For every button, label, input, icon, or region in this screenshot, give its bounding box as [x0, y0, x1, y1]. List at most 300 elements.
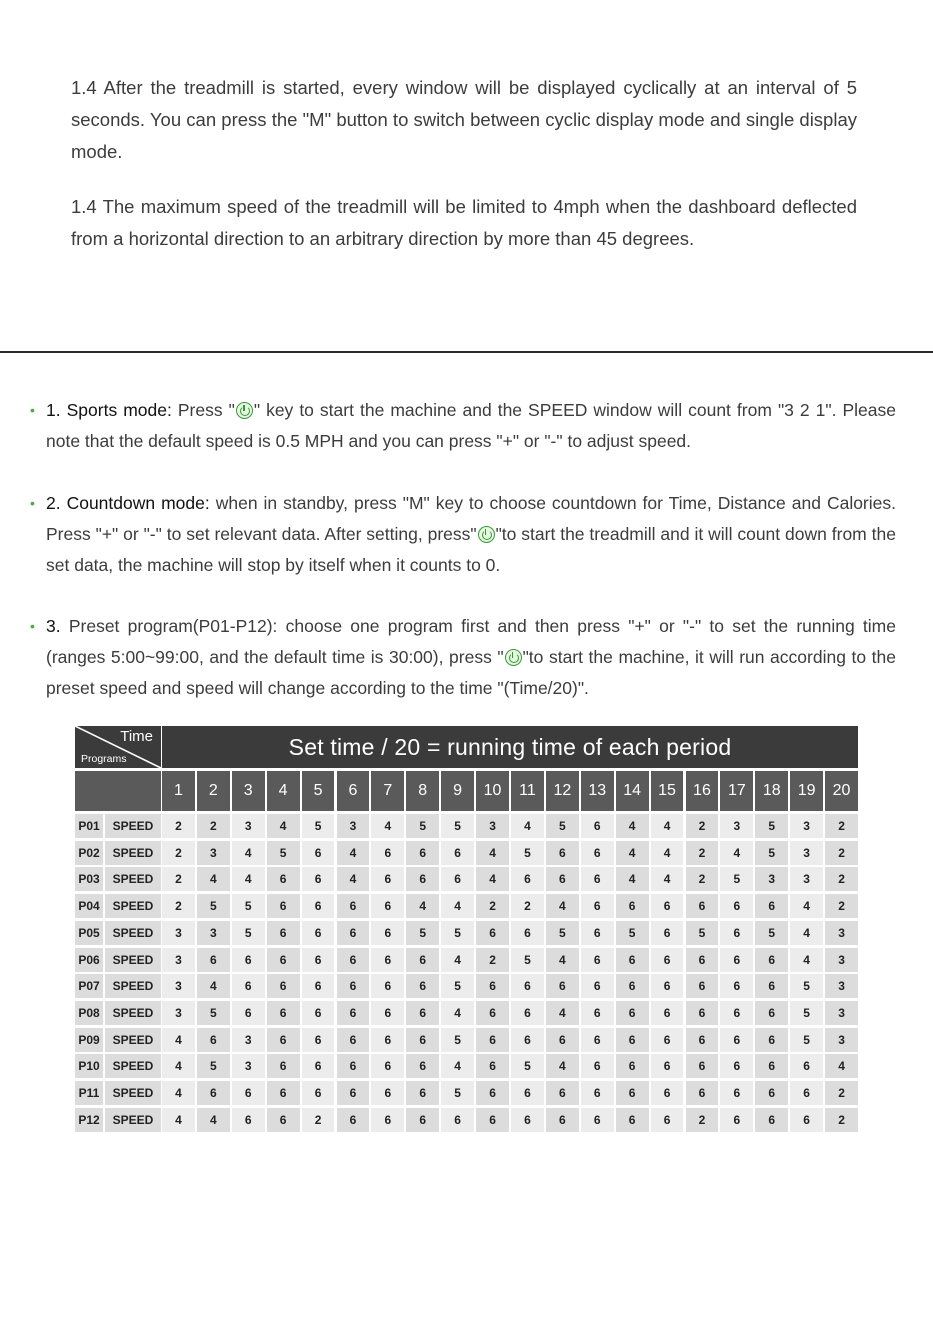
- speed-label-cell: SPEED: [105, 814, 161, 838]
- speed-value-cell: 4: [790, 948, 823, 972]
- speed-value-cell: 6: [337, 1054, 370, 1078]
- speed-value-cell: 5: [511, 841, 544, 865]
- speed-value-cell: 6: [302, 921, 335, 945]
- period-header: 5: [302, 771, 335, 811]
- speed-value-cell: 4: [337, 867, 370, 891]
- speed-value-cell: 6: [790, 1108, 823, 1132]
- bullet-dot-icon: •: [30, 402, 35, 418]
- speed-value-cell: 6: [581, 974, 614, 998]
- speed-value-cell: 4: [546, 1054, 579, 1078]
- program-id-cell: P11: [75, 1081, 103, 1105]
- speed-value-cell: 5: [197, 1001, 230, 1025]
- speed-value-cell: 6: [511, 1028, 544, 1052]
- program-id-cell: P07: [75, 974, 103, 998]
- speed-value-cell: 6: [267, 1054, 300, 1078]
- speed-value-cell: 3: [162, 974, 195, 998]
- item-heading: 3.: [46, 616, 61, 636]
- preset-program-item: [30, 611, 896, 704]
- speed-value-cell: 6: [476, 974, 509, 998]
- period-header: 11: [511, 771, 544, 811]
- speed-value-cell: 4: [197, 867, 230, 891]
- speed-value-cell: 6: [441, 867, 474, 891]
- speed-value-cell: 6: [267, 921, 300, 945]
- speed-value-cell: 4: [616, 841, 649, 865]
- speed-value-cell: 6: [371, 867, 404, 891]
- speed-label-cell: SPEED: [105, 974, 161, 998]
- speed-value-cell: 6: [232, 1081, 265, 1105]
- table-banner: Set time / 20 = running time of each period: [162, 726, 858, 768]
- speed-value-cell: 4: [441, 1054, 474, 1078]
- speed-value-cell: 2: [162, 841, 195, 865]
- speed-value-cell: 6: [232, 948, 265, 972]
- speed-value-cell: 6: [441, 841, 474, 865]
- item-heading: 1. Sports mode:: [46, 400, 172, 420]
- speed-value-cell: 6: [581, 921, 614, 945]
- speed-value-cell: 5: [790, 974, 823, 998]
- speed-value-cell: 4: [232, 841, 265, 865]
- speed-value-cell: 6: [337, 894, 370, 918]
- period-header: 3: [232, 771, 265, 811]
- speed-value-cell: 6: [546, 1108, 579, 1132]
- speed-value-cell: 6: [581, 1001, 614, 1025]
- speed-value-cell: 6: [755, 974, 788, 998]
- preset-program-table: [75, 726, 858, 1134]
- period-header: 1: [162, 771, 195, 811]
- program-id-cell: P03: [75, 867, 103, 891]
- speed-value-cell: 4: [406, 894, 439, 918]
- speed-value-cell: 6: [546, 1028, 579, 1052]
- speed-value-cell: 5: [755, 921, 788, 945]
- speed-value-cell: 4: [720, 841, 753, 865]
- speed-value-cell: 6: [616, 974, 649, 998]
- speed-value-cell: 6: [302, 867, 335, 891]
- speed-value-cell: 2: [825, 814, 858, 838]
- period-header: 9: [441, 771, 474, 811]
- period-header: 13: [581, 771, 614, 811]
- speed-label-cell: SPEED: [105, 1028, 161, 1052]
- program-id-cell: P09: [75, 1028, 103, 1052]
- speed-value-cell: 2: [686, 841, 719, 865]
- speed-value-cell: 5: [546, 921, 579, 945]
- speed-value-cell: 6: [616, 948, 649, 972]
- speed-value-cell: 3: [162, 948, 195, 972]
- speed-value-cell: 6: [267, 974, 300, 998]
- speed-value-cell: 6: [337, 1028, 370, 1052]
- speed-value-cell: 6: [651, 1001, 684, 1025]
- speed-value-cell: 4: [651, 814, 684, 838]
- speed-value-cell: 6: [476, 921, 509, 945]
- speed-value-cell: 2: [825, 1108, 858, 1132]
- bullet-dot-icon: •: [30, 495, 35, 511]
- speed-value-cell: 2: [162, 894, 195, 918]
- speed-value-cell: 2: [162, 814, 195, 838]
- speed-value-cell: 6: [371, 948, 404, 972]
- speed-value-cell: 4: [825, 1054, 858, 1078]
- period-header: 20: [825, 771, 858, 811]
- speed-value-cell: 3: [720, 814, 753, 838]
- speed-value-cell: 5: [232, 894, 265, 918]
- speed-value-cell: 4: [162, 1054, 195, 1078]
- speed-value-cell: 3: [755, 867, 788, 891]
- speed-value-cell: 3: [790, 867, 823, 891]
- speed-value-cell: 6: [371, 974, 404, 998]
- speed-value-cell: 4: [441, 1001, 474, 1025]
- section-divider: [0, 351, 933, 353]
- speed-value-cell: 6: [371, 921, 404, 945]
- speed-value-cell: 3: [232, 814, 265, 838]
- speed-value-cell: 6: [267, 867, 300, 891]
- speed-value-cell: 5: [790, 1028, 823, 1052]
- speed-value-cell: 6: [581, 1028, 614, 1052]
- power-icon: [236, 402, 253, 419]
- speed-value-cell: 6: [651, 921, 684, 945]
- speed-value-cell: 4: [197, 1108, 230, 1132]
- speed-value-cell: 5: [720, 867, 753, 891]
- speed-value-cell: 6: [406, 1028, 439, 1052]
- speed-value-cell: 2: [686, 814, 719, 838]
- speed-value-cell: 6: [686, 1054, 719, 1078]
- speed-value-cell: 6: [406, 948, 439, 972]
- speed-value-cell: 6: [581, 814, 614, 838]
- speed-value-cell: 6: [371, 1054, 404, 1078]
- speed-value-cell: 6: [302, 841, 335, 865]
- speed-value-cell: 6: [790, 1054, 823, 1078]
- speed-value-cell: 3: [790, 841, 823, 865]
- item-text: Press ": [171, 400, 235, 420]
- speed-value-cell: 6: [337, 921, 370, 945]
- speed-value-cell: 5: [511, 1054, 544, 1078]
- speed-value-cell: 4: [476, 867, 509, 891]
- program-id-cell: P08: [75, 1001, 103, 1025]
- speed-value-cell: 6: [616, 1028, 649, 1052]
- speed-value-cell: 6: [371, 1001, 404, 1025]
- period-header: 10: [476, 771, 509, 811]
- speed-value-cell: 4: [162, 1028, 195, 1052]
- speed-value-cell: 4: [337, 841, 370, 865]
- speed-value-cell: 6: [720, 974, 753, 998]
- speed-label-cell: SPEED: [105, 948, 161, 972]
- speed-value-cell: 6: [755, 1081, 788, 1105]
- speed-value-cell: 6: [511, 1001, 544, 1025]
- speed-value-cell: 5: [441, 921, 474, 945]
- speed-label-cell: SPEED: [105, 921, 161, 945]
- speed-value-cell: 6: [406, 867, 439, 891]
- speed-value-cell: 4: [790, 921, 823, 945]
- speed-value-cell: 6: [511, 921, 544, 945]
- speed-value-cell: 6: [651, 948, 684, 972]
- speed-value-cell: 6: [476, 1081, 509, 1105]
- speed-value-cell: 6: [232, 1108, 265, 1132]
- speed-value-cell: 5: [441, 1028, 474, 1052]
- period-header: 4: [267, 771, 300, 811]
- speed-value-cell: 3: [232, 1054, 265, 1078]
- speed-value-cell: 6: [302, 1054, 335, 1078]
- period-header: 14: [616, 771, 649, 811]
- speed-value-cell: 6: [546, 974, 579, 998]
- speed-value-cell: 6: [686, 1081, 719, 1105]
- speed-value-cell: 6: [616, 1108, 649, 1132]
- speed-value-cell: 4: [162, 1081, 195, 1105]
- speed-value-cell: 2: [162, 867, 195, 891]
- speed-value-cell: 6: [651, 1054, 684, 1078]
- speed-value-cell: 2: [476, 894, 509, 918]
- speed-label-cell: SPEED: [105, 894, 161, 918]
- speed-value-cell: 4: [511, 814, 544, 838]
- speed-value-cell: 6: [581, 948, 614, 972]
- speed-value-cell: 6: [232, 974, 265, 998]
- speed-value-cell: 6: [197, 948, 230, 972]
- speed-value-cell: 6: [720, 1028, 753, 1052]
- table-corner-header: [75, 726, 161, 768]
- program-id-cell: P01: [75, 814, 103, 838]
- speed-value-cell: 6: [337, 974, 370, 998]
- speed-value-cell: 6: [406, 1108, 439, 1132]
- speed-value-cell: 6: [302, 948, 335, 972]
- power-icon: [478, 526, 495, 543]
- speed-value-cell: 6: [511, 867, 544, 891]
- speed-value-cell: 6: [302, 974, 335, 998]
- speed-value-cell: 6: [616, 1054, 649, 1078]
- speed-value-cell: 2: [476, 948, 509, 972]
- speed-value-cell: 6: [371, 1108, 404, 1132]
- speed-value-cell: 6: [651, 1108, 684, 1132]
- program-id-cell: P05: [75, 921, 103, 945]
- speed-value-cell: 2: [825, 867, 858, 891]
- speed-label-cell: SPEED: [105, 1001, 161, 1025]
- program-id-cell: P04: [75, 894, 103, 918]
- speed-value-cell: 6: [686, 1001, 719, 1025]
- speed-value-cell: 6: [581, 1054, 614, 1078]
- speed-value-cell: 6: [267, 948, 300, 972]
- speed-value-cell: 2: [511, 894, 544, 918]
- speed-value-cell: 6: [267, 894, 300, 918]
- speed-value-cell: 6: [755, 948, 788, 972]
- speed-value-cell: 6: [406, 1001, 439, 1025]
- speed-value-cell: 4: [441, 948, 474, 972]
- speed-value-cell: 6: [581, 867, 614, 891]
- period-header: 2: [197, 771, 230, 811]
- speed-value-cell: 6: [406, 1081, 439, 1105]
- program-id-cell: P12: [75, 1108, 103, 1132]
- speed-value-cell: 6: [371, 841, 404, 865]
- speed-value-cell: 6: [616, 1081, 649, 1105]
- speed-value-cell: 4: [232, 867, 265, 891]
- speed-value-cell: 6: [337, 1081, 370, 1105]
- speed-value-cell: 6: [790, 1081, 823, 1105]
- item-text: "to start the machine, it will run according to the preset speed and speed will change according to the time "(Time/20)".: [46, 647, 896, 698]
- countdown-mode-item: [30, 488, 896, 581]
- header-blank-cell: [75, 771, 161, 811]
- speed-value-cell: 6: [511, 1108, 544, 1132]
- speed-value-cell: 2: [197, 814, 230, 838]
- speed-value-cell: 6: [581, 1081, 614, 1105]
- speed-value-cell: 6: [302, 1081, 335, 1105]
- speed-value-cell: 6: [651, 1028, 684, 1052]
- speed-label-cell: SPEED: [105, 1054, 161, 1078]
- speed-value-cell: 5: [755, 814, 788, 838]
- speed-value-cell: 4: [546, 948, 579, 972]
- speed-value-cell: 4: [476, 841, 509, 865]
- speed-value-cell: 4: [651, 841, 684, 865]
- period-header: 8: [406, 771, 439, 811]
- speed-value-cell: 3: [476, 814, 509, 838]
- period-header: 16: [686, 771, 719, 811]
- speed-label-cell: SPEED: [105, 1108, 161, 1132]
- bullet-dot-icon: •: [30, 618, 35, 634]
- speed-value-cell: 2: [825, 841, 858, 865]
- period-header: 12: [546, 771, 579, 811]
- item-text: "to start the treadmill and it will count down from the set data, the machine will stop by itself when it counts to 0.: [46, 524, 896, 575]
- program-id-cell: P10: [75, 1054, 103, 1078]
- speed-value-cell: 3: [162, 1001, 195, 1025]
- speed-value-cell: 6: [267, 1028, 300, 1052]
- speed-value-cell: 4: [371, 814, 404, 838]
- speed-value-cell: 6: [371, 894, 404, 918]
- speed-value-cell: 6: [197, 1081, 230, 1105]
- speed-value-cell: 3: [790, 814, 823, 838]
- speed-value-cell: 4: [546, 894, 579, 918]
- speed-value-cell: 6: [302, 1028, 335, 1052]
- speed-value-cell: 5: [406, 921, 439, 945]
- speed-value-cell: 6: [337, 1001, 370, 1025]
- item-text: Preset program(P01-P12): choose one program first and then press "+" or "-" to set the running time (ranges 5:00~99:00, and the default time is 30:00), press ": [46, 616, 896, 667]
- speed-value-cell: 6: [476, 1108, 509, 1132]
- speed-value-cell: 6: [406, 841, 439, 865]
- speed-value-cell: 4: [267, 814, 300, 838]
- speed-value-cell: 3: [825, 1001, 858, 1025]
- item-heading: 2. Countdown mode:: [46, 493, 210, 513]
- item-text: when in standby, press "M" key to choose countdown for Time, Distance and Calories. Press "+" or "-" to set relevant data. After setting, press": [46, 493, 896, 544]
- speed-value-cell: 6: [755, 1108, 788, 1132]
- speed-value-cell: 4: [197, 974, 230, 998]
- speed-label-cell: SPEED: [105, 841, 161, 865]
- item-text: " key to start the machine and the SPEED window will count from "3 2 1". Please note that the default speed is 0.5 MPH and you can press "+" or "-" to adjust speed.: [46, 400, 896, 451]
- speed-value-cell: 2: [686, 1108, 719, 1132]
- speed-value-cell: 6: [267, 1001, 300, 1025]
- speed-value-cell: 6: [197, 1028, 230, 1052]
- intro-paragraph-speed-limit: 1.4 The maximum speed of the treadmill will be limited to 4mph when the dashboard deflected from a horizontal direction to an arbitrary direction by more than 45 degrees.: [71, 196, 857, 249]
- speed-value-cell: 6: [720, 1054, 753, 1078]
- speed-value-cell: 6: [476, 1028, 509, 1052]
- speed-value-cell: 5: [790, 1001, 823, 1025]
- speed-value-cell: 3: [162, 921, 195, 945]
- speed-value-cell: 6: [441, 1108, 474, 1132]
- speed-value-cell: 3: [825, 1028, 858, 1052]
- speed-value-cell: 4: [651, 867, 684, 891]
- speed-value-cell: 6: [755, 1054, 788, 1078]
- program-id-cell: P02: [75, 841, 103, 865]
- speed-label-cell: SPEED: [105, 1081, 161, 1105]
- period-header: 18: [755, 771, 788, 811]
- speed-value-cell: 6: [686, 974, 719, 998]
- speed-value-cell: 6: [686, 894, 719, 918]
- period-header: 6: [337, 771, 370, 811]
- speed-value-cell: 6: [755, 1028, 788, 1052]
- corner-label-programs: Programs: [81, 753, 127, 765]
- speed-value-cell: 6: [755, 894, 788, 918]
- speed-value-cell: 6: [337, 948, 370, 972]
- speed-value-cell: 6: [546, 1081, 579, 1105]
- speed-value-cell: 5: [441, 814, 474, 838]
- period-header: 15: [651, 771, 684, 811]
- speed-value-cell: 3: [825, 948, 858, 972]
- speed-value-cell: 6: [686, 948, 719, 972]
- speed-value-cell: 5: [441, 1081, 474, 1105]
- speed-value-cell: 2: [825, 1081, 858, 1105]
- program-id-cell: P06: [75, 948, 103, 972]
- speed-value-cell: 4: [162, 1108, 195, 1132]
- speed-value-cell: 6: [651, 974, 684, 998]
- speed-value-cell: 4: [441, 894, 474, 918]
- speed-value-cell: 5: [546, 814, 579, 838]
- speed-value-cell: 6: [476, 1001, 509, 1025]
- speed-value-cell: 5: [406, 814, 439, 838]
- speed-value-cell: 2: [302, 1108, 335, 1132]
- speed-value-cell: 6: [651, 894, 684, 918]
- speed-value-cell: 6: [267, 1108, 300, 1132]
- speed-value-cell: 5: [267, 841, 300, 865]
- speed-value-cell: 2: [825, 894, 858, 918]
- speed-value-cell: 6: [651, 1081, 684, 1105]
- speed-value-cell: 6: [686, 1028, 719, 1052]
- speed-value-cell: 3: [197, 841, 230, 865]
- speed-label-cell: SPEED: [105, 867, 161, 891]
- power-icon: [505, 649, 522, 666]
- speed-value-cell: 5: [197, 894, 230, 918]
- speed-value-cell: 5: [511, 948, 544, 972]
- speed-value-cell: 6: [302, 1001, 335, 1025]
- speed-value-cell: 4: [546, 1001, 579, 1025]
- speed-value-cell: 6: [720, 921, 753, 945]
- speed-value-cell: 6: [232, 1001, 265, 1025]
- period-header: 19: [790, 771, 823, 811]
- speed-value-cell: 5: [232, 921, 265, 945]
- speed-value-cell: 6: [616, 894, 649, 918]
- speed-value-cell: 5: [197, 1054, 230, 1078]
- speed-value-cell: 6: [755, 1001, 788, 1025]
- speed-value-cell: 4: [616, 814, 649, 838]
- speed-value-cell: 3: [337, 814, 370, 838]
- speed-value-cell: 6: [476, 1054, 509, 1078]
- speed-value-cell: 5: [616, 921, 649, 945]
- speed-value-cell: 4: [616, 867, 649, 891]
- speed-value-cell: 6: [302, 894, 335, 918]
- speed-value-cell: 4: [790, 894, 823, 918]
- speed-value-cell: 5: [686, 921, 719, 945]
- speed-value-cell: 3: [825, 974, 858, 998]
- speed-value-cell: 6: [267, 1081, 300, 1105]
- period-header: 7: [371, 771, 404, 811]
- speed-value-cell: 5: [755, 841, 788, 865]
- speed-value-cell: 5: [441, 974, 474, 998]
- speed-value-cell: 3: [232, 1028, 265, 1052]
- speed-value-cell: 6: [337, 1108, 370, 1132]
- speed-value-cell: 6: [581, 894, 614, 918]
- intro-paragraph-display-cycle: 1.4 After the treadmill is started, every window will be displayed cyclically at an interval of 5 seconds. You can press the "M" button to switch between cyclic display mode and single display mode.: [71, 77, 857, 162]
- speed-value-cell: 6: [406, 1054, 439, 1078]
- speed-value-cell: 3: [825, 921, 858, 945]
- sports-mode-item: [30, 395, 896, 457]
- speed-value-cell: 6: [581, 1108, 614, 1132]
- period-header: 17: [720, 771, 753, 811]
- corner-label-time: Time: [120, 728, 153, 745]
- speed-value-cell: 6: [546, 867, 579, 891]
- speed-value-cell: 6: [720, 1001, 753, 1025]
- speed-value-cell: 5: [302, 814, 335, 838]
- speed-value-cell: 6: [720, 1108, 753, 1132]
- speed-value-cell: 6: [720, 894, 753, 918]
- speed-value-cell: 6: [371, 1081, 404, 1105]
